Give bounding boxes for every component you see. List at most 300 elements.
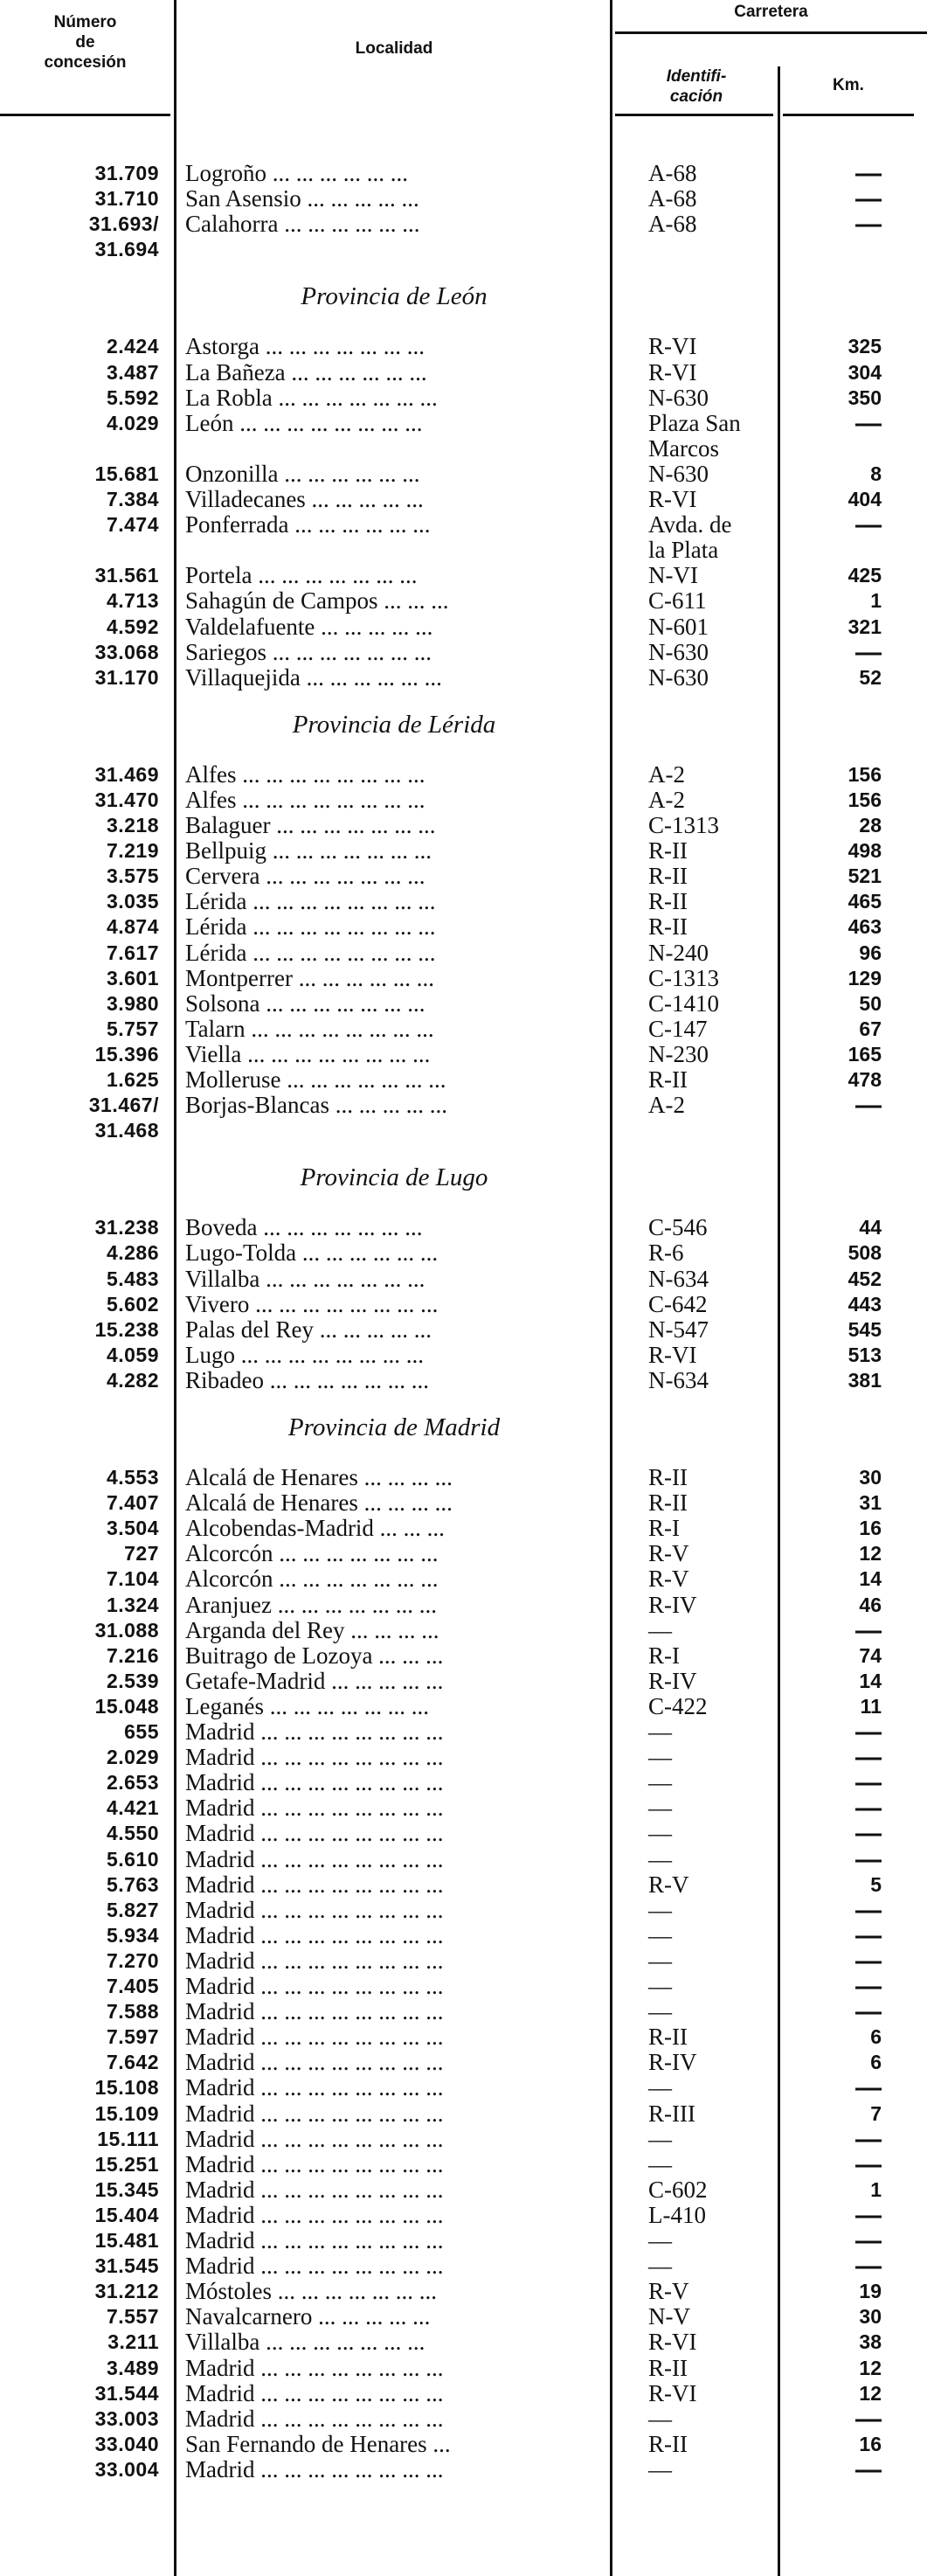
table-row bbox=[0, 161, 927, 186]
road-identification: R-VI bbox=[648, 358, 697, 385]
table-row bbox=[0, 1974, 927, 1999]
locality: Madrid ... ... ... ... ... ... ... ... bbox=[185, 1719, 444, 1745]
table-row bbox=[0, 1343, 927, 1368]
concession-number: 7.216 bbox=[106, 1643, 159, 1667]
table-row bbox=[0, 1694, 927, 1719]
road-km: 12 bbox=[859, 2381, 882, 2405]
road-identification: R-IV bbox=[648, 1667, 697, 1694]
locality: Madrid ... ... ... ... ... ... ... ... bbox=[185, 2355, 444, 2381]
table-row bbox=[0, 1017, 927, 1042]
concession-number: 4.286 bbox=[106, 1241, 159, 1265]
locality: Madrid ... ... ... ... ... ... ... ... bbox=[185, 2100, 444, 2127]
road-identification: N-547 bbox=[648, 1316, 709, 1343]
concession-number: 5.610 bbox=[106, 1847, 159, 1871]
header-rule-km bbox=[783, 114, 914, 116]
locality: Madrid ... ... ... ... ... ... ... ... bbox=[185, 2050, 444, 2076]
locality: Villadecanes ... ... ... ... ... bbox=[185, 487, 424, 512]
road-km: 31 bbox=[859, 1491, 882, 1515]
table-row bbox=[0, 2432, 927, 2457]
table-row bbox=[0, 1042, 927, 1067]
road-km: 67 bbox=[859, 1017, 882, 1040]
locality: Madrid ... ... ... ... ... ... ... ... bbox=[185, 2024, 444, 2051]
header-numero bbox=[0, 12, 170, 73]
locality: San Fernando de Henares ... bbox=[185, 2431, 451, 2457]
table-row bbox=[0, 2253, 927, 2279]
locality: Madrid ... ... ... ... ... ... ... ... bbox=[185, 2456, 444, 2482]
concession-number: 15.681 bbox=[94, 462, 159, 485]
table-row bbox=[0, 864, 927, 889]
concession-number: 31.088 bbox=[94, 1618, 159, 1642]
road-identification: N-634 bbox=[648, 1366, 709, 1393]
province-heading: Provincia de Lugo bbox=[300, 1163, 488, 1192]
header-rule-identificacion bbox=[615, 114, 773, 116]
concession-number: 15.238 bbox=[94, 1317, 159, 1341]
road-identification: N-VI bbox=[648, 562, 698, 589]
road-identification: Marcos bbox=[648, 434, 719, 462]
road-identification: N-601 bbox=[648, 613, 709, 640]
road-km: — bbox=[855, 2149, 882, 2179]
road-km: 5 bbox=[870, 1872, 882, 1896]
concession-number: 31.709 bbox=[94, 162, 159, 184]
road-km: 350 bbox=[847, 385, 882, 409]
locality: Madrid ... ... ... ... ... ... ... ... bbox=[185, 1846, 444, 1872]
table-row bbox=[0, 360, 927, 385]
concession-number: 3.980 bbox=[106, 991, 159, 1015]
locality: Viella ... ... ... ... ... ... ... ... bbox=[185, 1041, 431, 1067]
province-heading: Provincia de León bbox=[301, 282, 488, 311]
locality: Madrid ... ... ... ... ... ... ... ... bbox=[185, 1999, 444, 2025]
table-row bbox=[0, 2381, 927, 2406]
table-row bbox=[0, 991, 927, 1017]
road-identification: L-410 bbox=[648, 2201, 706, 2228]
table-row bbox=[0, 665, 927, 691]
concession-number: 5.592 bbox=[106, 385, 159, 409]
concession-number: 7.557 bbox=[106, 2305, 159, 2329]
table-row bbox=[0, 2024, 927, 2050]
header-rule-carretera bbox=[615, 31, 927, 34]
road-km: 521 bbox=[847, 864, 882, 888]
concession-number: 31.170 bbox=[94, 665, 159, 689]
locality: Balaguer ... ... ... ... ... ... ... bbox=[185, 813, 436, 838]
concession-number: 4.029 bbox=[106, 411, 159, 434]
concession-number: 3.218 bbox=[106, 814, 159, 837]
table-row bbox=[0, 563, 927, 588]
locality: Madrid ... ... ... ... ... ... ... ... bbox=[185, 1795, 444, 1822]
locality: Madrid ... ... ... ... ... ... ... ... bbox=[185, 1897, 444, 1923]
locality: Bellpuig ... ... ... ... ... ... ... bbox=[185, 838, 432, 864]
road-km: — bbox=[855, 1615, 882, 1645]
road-identification: R-VI bbox=[648, 1341, 697, 1368]
road-identification: N-630 bbox=[648, 460, 709, 487]
concession-number: 15.481 bbox=[94, 2229, 159, 2252]
road-identification: Plaza San bbox=[648, 409, 741, 436]
concession-number: 1.324 bbox=[106, 1593, 159, 1616]
road-identification: — bbox=[648, 2455, 672, 2482]
locality: Solsona ... ... ... ... ... ... ... bbox=[185, 990, 425, 1017]
locality: Getafe-Madrid ... ... ... ... ... bbox=[185, 1668, 444, 1694]
concession-number: 31.561 bbox=[94, 564, 159, 587]
header-identificacion-line1: Identifi- bbox=[666, 67, 727, 86]
table-row bbox=[0, 838, 927, 864]
concession-number: 31.469 bbox=[94, 762, 159, 786]
road-identification: — bbox=[648, 2150, 672, 2177]
road-km: 463 bbox=[847, 915, 882, 939]
table-row bbox=[0, 1768, 927, 1798]
locality: Madrid ... ... ... ... ... ... ... ... bbox=[185, 2177, 444, 2203]
table-row bbox=[0, 1091, 927, 1121]
table-row bbox=[0, 2050, 927, 2075]
concession-number: 31.467/ bbox=[88, 1094, 159, 1117]
road-identification: R-VI bbox=[648, 333, 697, 360]
locality: La Robla ... ... ... ... ... ... ... bbox=[185, 385, 438, 411]
concession-number: 3.575 bbox=[106, 864, 159, 888]
road-identification: N-630 bbox=[648, 663, 709, 691]
concession-number: 4.874 bbox=[106, 915, 159, 939]
locality: La Bañeza ... ... ... ... ... ... bbox=[185, 359, 427, 385]
locality: Alcorcón ... ... ... ... ... ... ... bbox=[185, 1541, 439, 1567]
road-identification: R-I bbox=[648, 1642, 680, 1669]
road-km: 14 bbox=[859, 1567, 882, 1591]
table-row bbox=[0, 914, 927, 940]
road-km: 96 bbox=[859, 941, 882, 964]
concession-number: 15.251 bbox=[94, 2152, 159, 2176]
table-row bbox=[0, 408, 927, 438]
road-identification: C-147 bbox=[648, 1015, 708, 1042]
table-row bbox=[0, 2101, 927, 2127]
concession-number: 3.601 bbox=[106, 966, 159, 989]
road-identification: R-6 bbox=[648, 1239, 684, 1267]
table-row bbox=[0, 1516, 927, 1541]
locality: Alfes ... ... ... ... ... ... ... ... bbox=[185, 761, 425, 788]
road-km: 6 bbox=[870, 2025, 882, 2049]
concession-number: 31.694 bbox=[94, 238, 159, 261]
concession-number: 15.345 bbox=[94, 2177, 159, 2201]
road-km: 381 bbox=[847, 1368, 882, 1392]
table-row bbox=[0, 1872, 927, 1898]
table-row bbox=[0, 813, 927, 838]
road-identification: R-VI bbox=[648, 2379, 697, 2406]
road-km: 1 bbox=[870, 2177, 882, 2201]
road-identification: A-2 bbox=[648, 1092, 685, 1119]
table-row bbox=[0, 1795, 927, 1821]
table-row bbox=[0, 334, 927, 359]
road-km: — bbox=[855, 2226, 882, 2255]
locality: Talarn ... ... ... ... ... ... ... ... bbox=[185, 1016, 434, 1042]
table-row bbox=[0, 2406, 927, 2432]
locality: Madrid ... ... ... ... ... ... ... ... bbox=[185, 2075, 444, 2101]
road-km: — bbox=[855, 1946, 882, 1975]
road-identification: N-V bbox=[648, 2303, 690, 2330]
road-km: 465 bbox=[847, 890, 882, 913]
table-row bbox=[0, 2200, 927, 2230]
concession-number: 2.653 bbox=[106, 1771, 159, 1795]
table-row bbox=[0, 1948, 927, 1974]
table-row bbox=[0, 1920, 927, 1950]
table-row bbox=[0, 614, 927, 640]
locality: Lugo ... ... ... ... ... ... ... ... bbox=[185, 1342, 424, 1368]
concession-number: 3.035 bbox=[106, 890, 159, 913]
road-km: 321 bbox=[847, 614, 882, 638]
concession-number: 5.763 bbox=[106, 1872, 159, 1896]
road-identification: R-I bbox=[648, 1515, 680, 1542]
table-row bbox=[0, 2073, 927, 2103]
road-identification: N-630 bbox=[648, 638, 709, 665]
road-km: 156 bbox=[847, 788, 882, 811]
road-identification: C-1313 bbox=[648, 964, 719, 991]
concession-number: 4.550 bbox=[106, 1822, 159, 1845]
concession-number: 7.617 bbox=[106, 941, 159, 964]
road-identification: N-630 bbox=[648, 384, 709, 411]
concession-number: 7.384 bbox=[106, 488, 159, 510]
locality: Villaquejida ... ... ... ... ... ... bbox=[185, 664, 442, 691]
table-row bbox=[0, 1895, 927, 1925]
road-identification: — bbox=[648, 1921, 672, 1948]
road-km: — bbox=[855, 159, 882, 188]
locality: León ... ... ... ... ... ... ... ... bbox=[185, 410, 423, 436]
table-row bbox=[0, 462, 927, 487]
table-row bbox=[0, 237, 927, 262]
locality: Lérida ... ... ... ... ... ... ... ... bbox=[185, 940, 436, 966]
table-row bbox=[0, 1669, 927, 1694]
road-identification: C-546 bbox=[648, 1214, 708, 1241]
road-identification: A-68 bbox=[648, 160, 697, 186]
road-identification: — bbox=[648, 1845, 672, 1872]
table-row bbox=[0, 538, 927, 563]
locality: Alcobendas-Madrid ... ... ... bbox=[185, 1516, 445, 1542]
concession-number: 2.539 bbox=[106, 1669, 159, 1692]
road-km: 8 bbox=[870, 462, 882, 485]
locality: Arganda del Rey ... ... ... ... bbox=[185, 1617, 439, 1643]
road-km: 28 bbox=[859, 814, 882, 837]
concession-number: 4.713 bbox=[106, 589, 159, 613]
road-identification: — bbox=[648, 1998, 672, 2025]
table-row bbox=[0, 1368, 927, 1393]
table-row bbox=[0, 2356, 927, 2381]
road-km: 129 bbox=[847, 966, 882, 989]
table-row bbox=[0, 2279, 927, 2304]
road-km: 44 bbox=[859, 1216, 882, 1239]
concession-number: 31.470 bbox=[94, 788, 159, 811]
road-identification: R-V bbox=[648, 1540, 689, 1567]
road-identification: C-1313 bbox=[648, 812, 719, 838]
road-km: — bbox=[855, 2252, 882, 2281]
road-km: 545 bbox=[847, 1317, 882, 1341]
locality: Leganés ... ... ... ... ... ... ... bbox=[185, 1693, 429, 1719]
table-row bbox=[0, 1643, 927, 1669]
concession-number: 7.642 bbox=[106, 2051, 159, 2074]
table-row bbox=[0, 1615, 927, 1645]
concession-number: 7.270 bbox=[106, 1948, 159, 1972]
locality: Portela ... ... ... ... ... ... ... bbox=[185, 563, 418, 589]
road-identification: — bbox=[648, 2125, 672, 2152]
locality: Madrid ... ... ... ... ... ... ... ... bbox=[185, 1871, 444, 1898]
header-km: Km. bbox=[833, 76, 864, 94]
road-km: 12 bbox=[859, 2356, 882, 2379]
road-km: — bbox=[855, 1718, 882, 1746]
table-row bbox=[0, 1743, 927, 1773]
locality: Buitrago de Lozoya ... ... ... bbox=[185, 1642, 444, 1669]
concession-number: 31.545 bbox=[94, 2254, 159, 2278]
road-identification: R-II bbox=[648, 2354, 688, 2381]
locality: Alcalá de Henares ... ... ... ... bbox=[185, 1465, 453, 1490]
locality: Madrid ... ... ... ... ... ... ... ... bbox=[185, 1770, 444, 1796]
table-row bbox=[0, 2454, 927, 2484]
locality: Logroño ... ... ... ... ... ... bbox=[185, 161, 408, 186]
table-row bbox=[0, 762, 927, 788]
road-identification: C-422 bbox=[648, 1692, 708, 1719]
road-identification: A-68 bbox=[648, 211, 697, 238]
road-km: 443 bbox=[847, 1292, 882, 1316]
road-identification: — bbox=[648, 1973, 672, 1999]
concession-number: 7.405 bbox=[106, 1975, 159, 1997]
locality: Madrid ... ... ... ... ... ... ... ... bbox=[185, 2406, 444, 2432]
road-identification: N-230 bbox=[648, 1040, 709, 1067]
road-km: — bbox=[855, 2404, 882, 2434]
concession-number: 31.544 bbox=[94, 2381, 159, 2405]
road-km: — bbox=[855, 1768, 882, 1798]
locality: Madrid ... ... ... ... ... ... ... ... bbox=[185, 2253, 444, 2280]
locality: Madrid ... ... ... ... ... ... ... ... bbox=[185, 2228, 444, 2253]
table-row bbox=[0, 1317, 927, 1343]
concession-number: 7.588 bbox=[106, 2000, 159, 2024]
locality: Alcalá de Henares ... ... ... ... bbox=[185, 1490, 453, 1517]
concession-number: 15.048 bbox=[94, 1694, 159, 1718]
road-identification: A-2 bbox=[648, 786, 685, 813]
concession-number: 15.404 bbox=[94, 2203, 159, 2226]
locality: Sariegos ... ... ... ... ... ... ... bbox=[185, 639, 432, 665]
locality: Calahorra ... ... ... ... ... ... bbox=[185, 212, 420, 238]
concession-number: 1.625 bbox=[106, 1068, 159, 1091]
road-identification: R-VI bbox=[648, 2329, 697, 2356]
table-row bbox=[0, 637, 927, 667]
road-km: — bbox=[855, 1794, 882, 1823]
road-identification: — bbox=[648, 1820, 672, 1847]
road-km: 38 bbox=[859, 2330, 882, 2354]
road-identification: C-611 bbox=[648, 587, 707, 614]
road-identification: Avda. de bbox=[648, 511, 732, 538]
road-identification: C-642 bbox=[648, 1290, 708, 1317]
road-km: 1 bbox=[870, 589, 882, 613]
road-km: 425 bbox=[847, 564, 882, 587]
table-row bbox=[0, 1593, 927, 1618]
table-row bbox=[0, 1292, 927, 1317]
road-identification: — bbox=[648, 1896, 672, 1923]
concession-number: 15.111 bbox=[97, 2127, 159, 2150]
road-identification: R-II bbox=[648, 863, 688, 890]
concession-number: 5.827 bbox=[106, 1898, 159, 1921]
locality: Villalba ... ... ... ... ... ... ... bbox=[185, 2330, 425, 2356]
road-km: — bbox=[855, 1844, 882, 1874]
concession-number: 5.934 bbox=[106, 1923, 159, 1947]
road-km: — bbox=[855, 1997, 882, 2027]
road-km: — bbox=[855, 1743, 882, 1773]
concession-number: 3.211 bbox=[107, 2330, 159, 2354]
road-identification: C-1410 bbox=[648, 989, 719, 1017]
locality: Aranjuez ... ... ... ... ... ... ... bbox=[185, 1592, 437, 1618]
table-row bbox=[0, 1215, 927, 1240]
road-km: 14 bbox=[859, 1669, 882, 1692]
road-km: 498 bbox=[847, 839, 882, 863]
road-identification: N-240 bbox=[648, 939, 709, 966]
concession-number: 4.553 bbox=[106, 1466, 159, 1489]
road-km: — bbox=[855, 2200, 882, 2230]
concession-number: 2.029 bbox=[106, 1746, 159, 1769]
concession-number: 7.219 bbox=[106, 839, 159, 863]
road-km: — bbox=[855, 2124, 882, 2154]
locality: Palas del Rey ... ... ... ... ... bbox=[185, 1316, 432, 1343]
concession-number: 7.104 bbox=[106, 1567, 159, 1591]
concession-number: 3.504 bbox=[106, 1517, 159, 1540]
table-row bbox=[0, 1118, 927, 1143]
header-rule-numero bbox=[0, 114, 170, 116]
table-row bbox=[0, 1719, 927, 1745]
road-identification: R-II bbox=[648, 2024, 688, 2051]
road-identification: R-V bbox=[648, 2278, 689, 2305]
locality: Ribadeo ... ... ... ... ... ... ... bbox=[185, 1367, 429, 1393]
concession-number: 5.757 bbox=[106, 1017, 159, 1040]
road-km: 11 bbox=[860, 1694, 882, 1718]
table-row bbox=[0, 1267, 927, 1292]
road-km: — bbox=[855, 2073, 882, 2103]
road-km: 156 bbox=[847, 762, 882, 786]
table-row bbox=[0, 2228, 927, 2253]
road-km: 16 bbox=[859, 1517, 882, 1540]
table-row bbox=[0, 1465, 927, 1490]
header-numero-line1: Número bbox=[53, 13, 117, 31]
road-identification: R-II bbox=[648, 913, 688, 941]
road-identification: R-II bbox=[648, 837, 688, 864]
locality: Madrid ... ... ... ... ... ... ... ... bbox=[185, 1745, 444, 1771]
concession-number: 4.282 bbox=[106, 1368, 159, 1392]
concession-number: 31.212 bbox=[94, 2280, 159, 2303]
road-km: 30 bbox=[859, 2305, 882, 2329]
concession-number: 33.040 bbox=[94, 2432, 159, 2455]
concession-number: 7.407 bbox=[106, 1491, 159, 1515]
road-identification: N-634 bbox=[648, 1265, 709, 1292]
concession-number: 31.468 bbox=[94, 1119, 159, 1142]
table-row bbox=[0, 385, 927, 411]
table-row bbox=[0, 512, 927, 538]
header-identificacion-line2: cación bbox=[669, 87, 723, 106]
locality: Madrid ... ... ... ... ... ... ... ... bbox=[185, 1974, 444, 1999]
road-km: — bbox=[855, 1819, 882, 1849]
table-row bbox=[0, 1819, 927, 1849]
road-identification: R-II bbox=[648, 888, 688, 915]
road-km: 50 bbox=[859, 991, 882, 1015]
concession-number: 15.108 bbox=[94, 2076, 159, 2100]
province-heading: Provincia de Madrid bbox=[287, 1413, 501, 1441]
table-row bbox=[0, 1067, 927, 1093]
table-row bbox=[0, 966, 927, 991]
locality: Madrid ... ... ... ... ... ... ... ... bbox=[185, 2151, 444, 2177]
concession-number: 2.424 bbox=[106, 335, 159, 358]
road-km: 6 bbox=[870, 2051, 882, 2074]
concession-number: 33.004 bbox=[94, 2457, 159, 2481]
road-km: 19 bbox=[859, 2280, 882, 2303]
header-localidad: Localidad bbox=[355, 39, 433, 58]
concession-number: 3.487 bbox=[106, 360, 159, 384]
table-row bbox=[0, 436, 927, 462]
road-identification: R-IV bbox=[648, 2049, 697, 2076]
locality: Madrid ... ... ... ... ... ... ... ... bbox=[185, 2126, 444, 2152]
locality: Sahagún de Campos ... ... ... bbox=[185, 588, 449, 614]
table-row bbox=[0, 588, 927, 614]
concession-number: 15.396 bbox=[94, 1042, 159, 1066]
locality: Lugo-Tolda ... ... ... ... ... ... bbox=[185, 1240, 439, 1267]
locality: Montperrer ... ... ... ... ... ... bbox=[185, 965, 434, 991]
locality: Madrid ... ... ... ... ... ... ... ... bbox=[185, 2380, 444, 2406]
road-km: 16 bbox=[859, 2432, 882, 2455]
